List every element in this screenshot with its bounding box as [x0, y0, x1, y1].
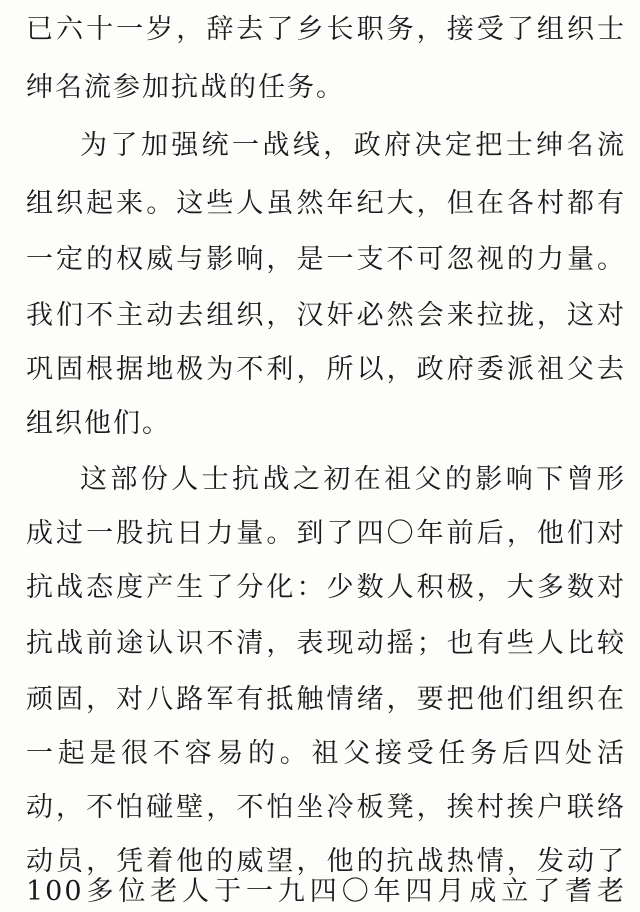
text-line: 已六十一岁，辞去了乡长职务，接受了组织士: [26, 14, 626, 45]
text-line: 绅名流参加抗战的任务。: [26, 72, 345, 103]
text-line: 一起是很不容易的。祖父接受任务后四处活: [26, 738, 626, 769]
text-line: 动，不怕碰壁，不怕坐冷板凳，挨村挨户联络: [26, 792, 626, 823]
text-line: 为了加强统一战线，政府决定把士绅名流: [80, 130, 626, 161]
text-line: 巩固根据地极为不利，所以，政府委派祖父去: [26, 354, 626, 385]
text-line: 这部份人士抗战之初在祖父的影响下曾形: [80, 464, 626, 495]
text-line: 抗战态度产生了分化：少数人积极，大多数对: [26, 572, 626, 603]
text-line: 一定的权威与影响，是一支不可忽视的力量。: [26, 244, 626, 275]
text-line: 我们不主动去组织，汉奸必然会来拉拢，这对: [26, 300, 626, 331]
text-line: 顽固，对八路军有抵触情绪，要把他们组织在: [26, 684, 626, 715]
text-line: 抗战前途认识不清，表现动摇；也有些人比较: [26, 628, 626, 659]
text-line: 组织他们。: [26, 408, 171, 439]
text-line: 动员，凭着他的威望，他的抗战热情，发动了: [26, 846, 626, 877]
text-line: 100多位老人于一九四〇年四月成立了耆老: [26, 876, 626, 907]
text-line: 组织起来。这些人虽然年纪大，但在各村都有: [26, 188, 626, 219]
text-line: 成过一股抗日力量。到了四〇年前后，他们对: [26, 518, 626, 549]
